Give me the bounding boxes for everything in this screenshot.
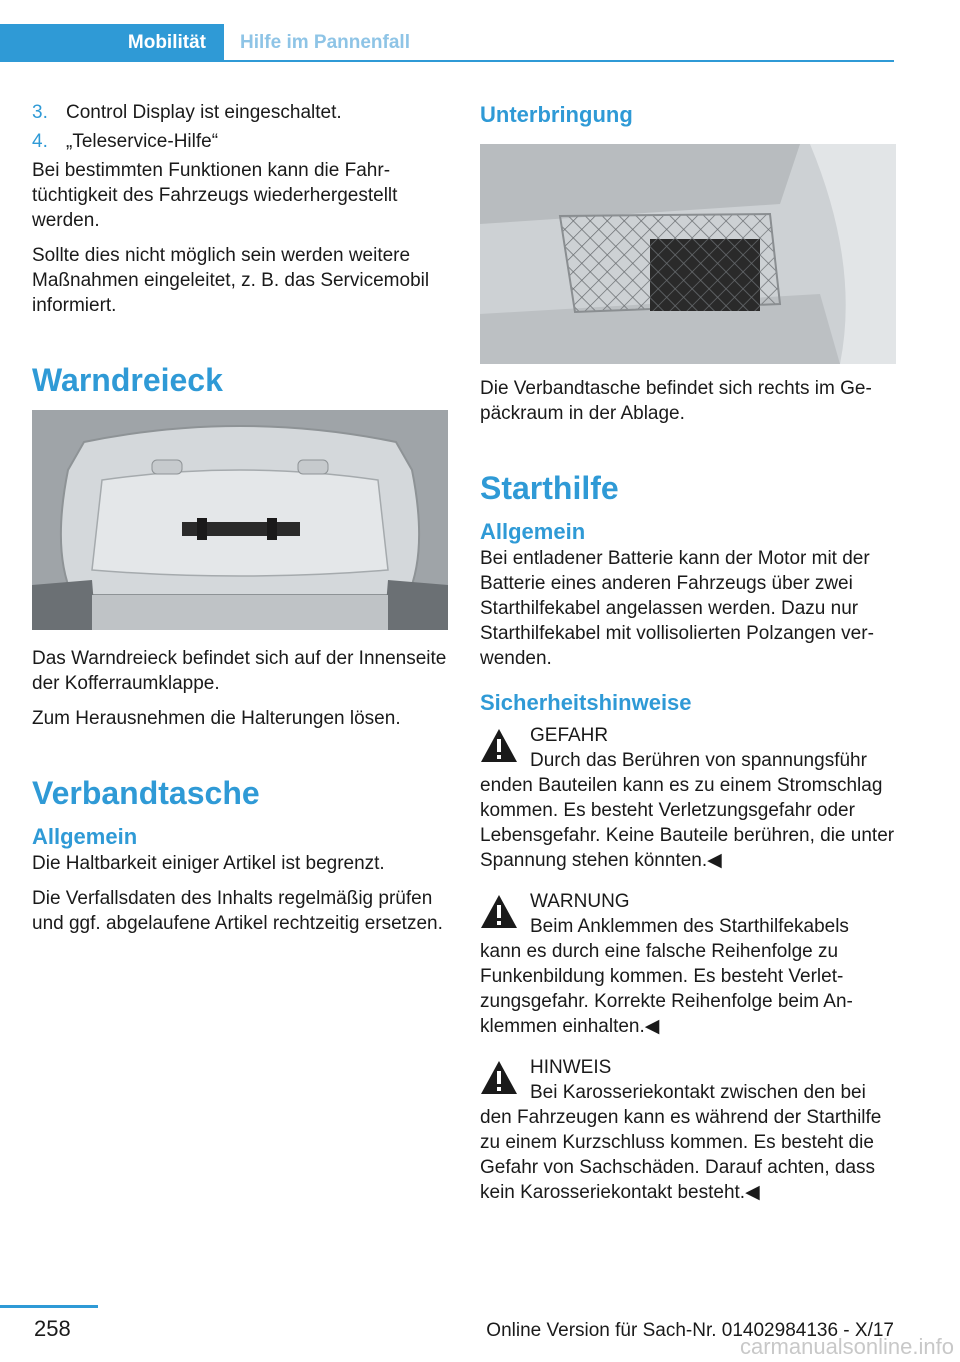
paragraph: Zum Herausnehmen die Halterungen lösen.	[32, 708, 401, 729]
list-text: „Teleservice-Hilfe“	[66, 131, 219, 152]
footer-rule	[0, 1305, 98, 1308]
list-item	[32, 100, 448, 129]
warning-text: enden Bauteilen kann es zu einem Stromschlag kommen. Es besteht Verletzungsgefahr oder Lebensgefahr. Keine Bauteile berühren, die unter Spannung stehen könnten.◀	[480, 775, 895, 871]
paragraph: Das Warndreieck befindet sich auf der Innenseite der Kofferraumklappe.	[32, 648, 447, 694]
section-tab-label: Hilfe im Pannenfall	[240, 32, 410, 53]
heading-verbandtasche: Verbandtasche	[32, 775, 260, 811]
trunk-lid-illustration	[32, 410, 448, 630]
warning-warnung	[480, 889, 896, 1039]
subheading-allgemein: Allgemein	[480, 519, 586, 544]
warning-title: HINWEIS	[530, 1057, 612, 1078]
watermark: carmanualsonline.info	[739, 1334, 954, 1359]
left-column	[32, 100, 448, 936]
list-number: 4.	[32, 131, 48, 152]
chapter-tab-label: Mobilität	[127, 32, 206, 53]
chapter-tab-mobilitaet[interactable]	[0, 24, 224, 62]
warning-triangle-icon	[480, 893, 518, 931]
section-tab-pannenfall[interactable]	[224, 24, 410, 62]
heading-warndreieck: Warndreieck	[32, 362, 223, 398]
heading-starthilfe: Starthilfe	[480, 470, 619, 506]
warning-text: Bei Karosseriekontakt zwischen den bei	[530, 1082, 866, 1103]
paragraph: Bei entladener Batterie kann der Motor mit der Batterie eines anderen Fahrzeugs über zwei Starthilfekabel angelassen werden. Dazu nur Starthilfekabel mit vollisolierten Polzangen verwenden.	[480, 548, 874, 669]
cargo-net-image	[480, 144, 896, 364]
trunk-lid-image	[32, 410, 448, 630]
list-item	[32, 129, 448, 158]
header-rule	[224, 60, 894, 62]
list-number: 3.	[32, 102, 48, 123]
page-number: 258	[34, 1316, 71, 1341]
paragraph: Die Haltbarkeit einiger Artikel ist begrenzt.	[32, 853, 385, 874]
warning-triangle-icon	[480, 1059, 518, 1097]
warning-triangle-icon	[480, 727, 518, 765]
warning-gefahr	[480, 723, 896, 873]
warning-text: kann es durch eine falsche Reihenfolge zu Funkenbildung kommen. Es besteht Verletzungsgefahr. Korrekte Reihenfolge beim Anklemmen einhalten.◀	[480, 941, 853, 1037]
paragraph: Sollte dies nicht möglich sein werden weitere Maßnahmen eingeleitet, z. B. das Servicemobil informiert.	[32, 245, 430, 316]
warning-text: Beim Anklemmen des Starthilfekabels	[530, 916, 849, 937]
list-text: Control Display ist eingeschaltet.	[66, 102, 342, 123]
paragraph: Die Verbandtasche befindet sich rechts im Gepäckraum in der Ablage.	[480, 378, 872, 424]
warning-text: den Fahrzeugen kann es während der Starthilfe zu einem Kurzschluss kommen. Es besteht die Gefahr von Sachschäden. Darauf achten, dass kein Karosseriekontakt besteht.◀	[480, 1107, 882, 1203]
right-column	[480, 100, 896, 1205]
cargo-net-illustration	[480, 144, 896, 364]
subheading-unterbringung: Unterbringung	[480, 102, 633, 127]
online-version-note: Online Version für Sach-Nr. 01402984136 - X/17	[486, 1320, 894, 1341]
warning-title: GEFAHR	[530, 725, 609, 746]
warning-title: WARNUNG	[530, 891, 630, 912]
subheading-sicherheitshinweise: Sicherheitshinweise	[480, 690, 692, 715]
subheading-allgemein: Allgemein	[32, 824, 138, 849]
paragraph: Bei bestimmten Funktionen kann die Fahrtüchtigkeit des Fahrzeugs wiederhergestellt werden.	[32, 160, 398, 231]
warning-hinweis	[480, 1055, 896, 1205]
warning-text: Durch das Berühren von spannungsführ	[530, 750, 867, 771]
paragraph: Die Verfallsdaten des Inhalts regelmäßig prüfen und ggf. abgelaufene Artikel rechtzeitig ersetzen.	[32, 888, 443, 934]
